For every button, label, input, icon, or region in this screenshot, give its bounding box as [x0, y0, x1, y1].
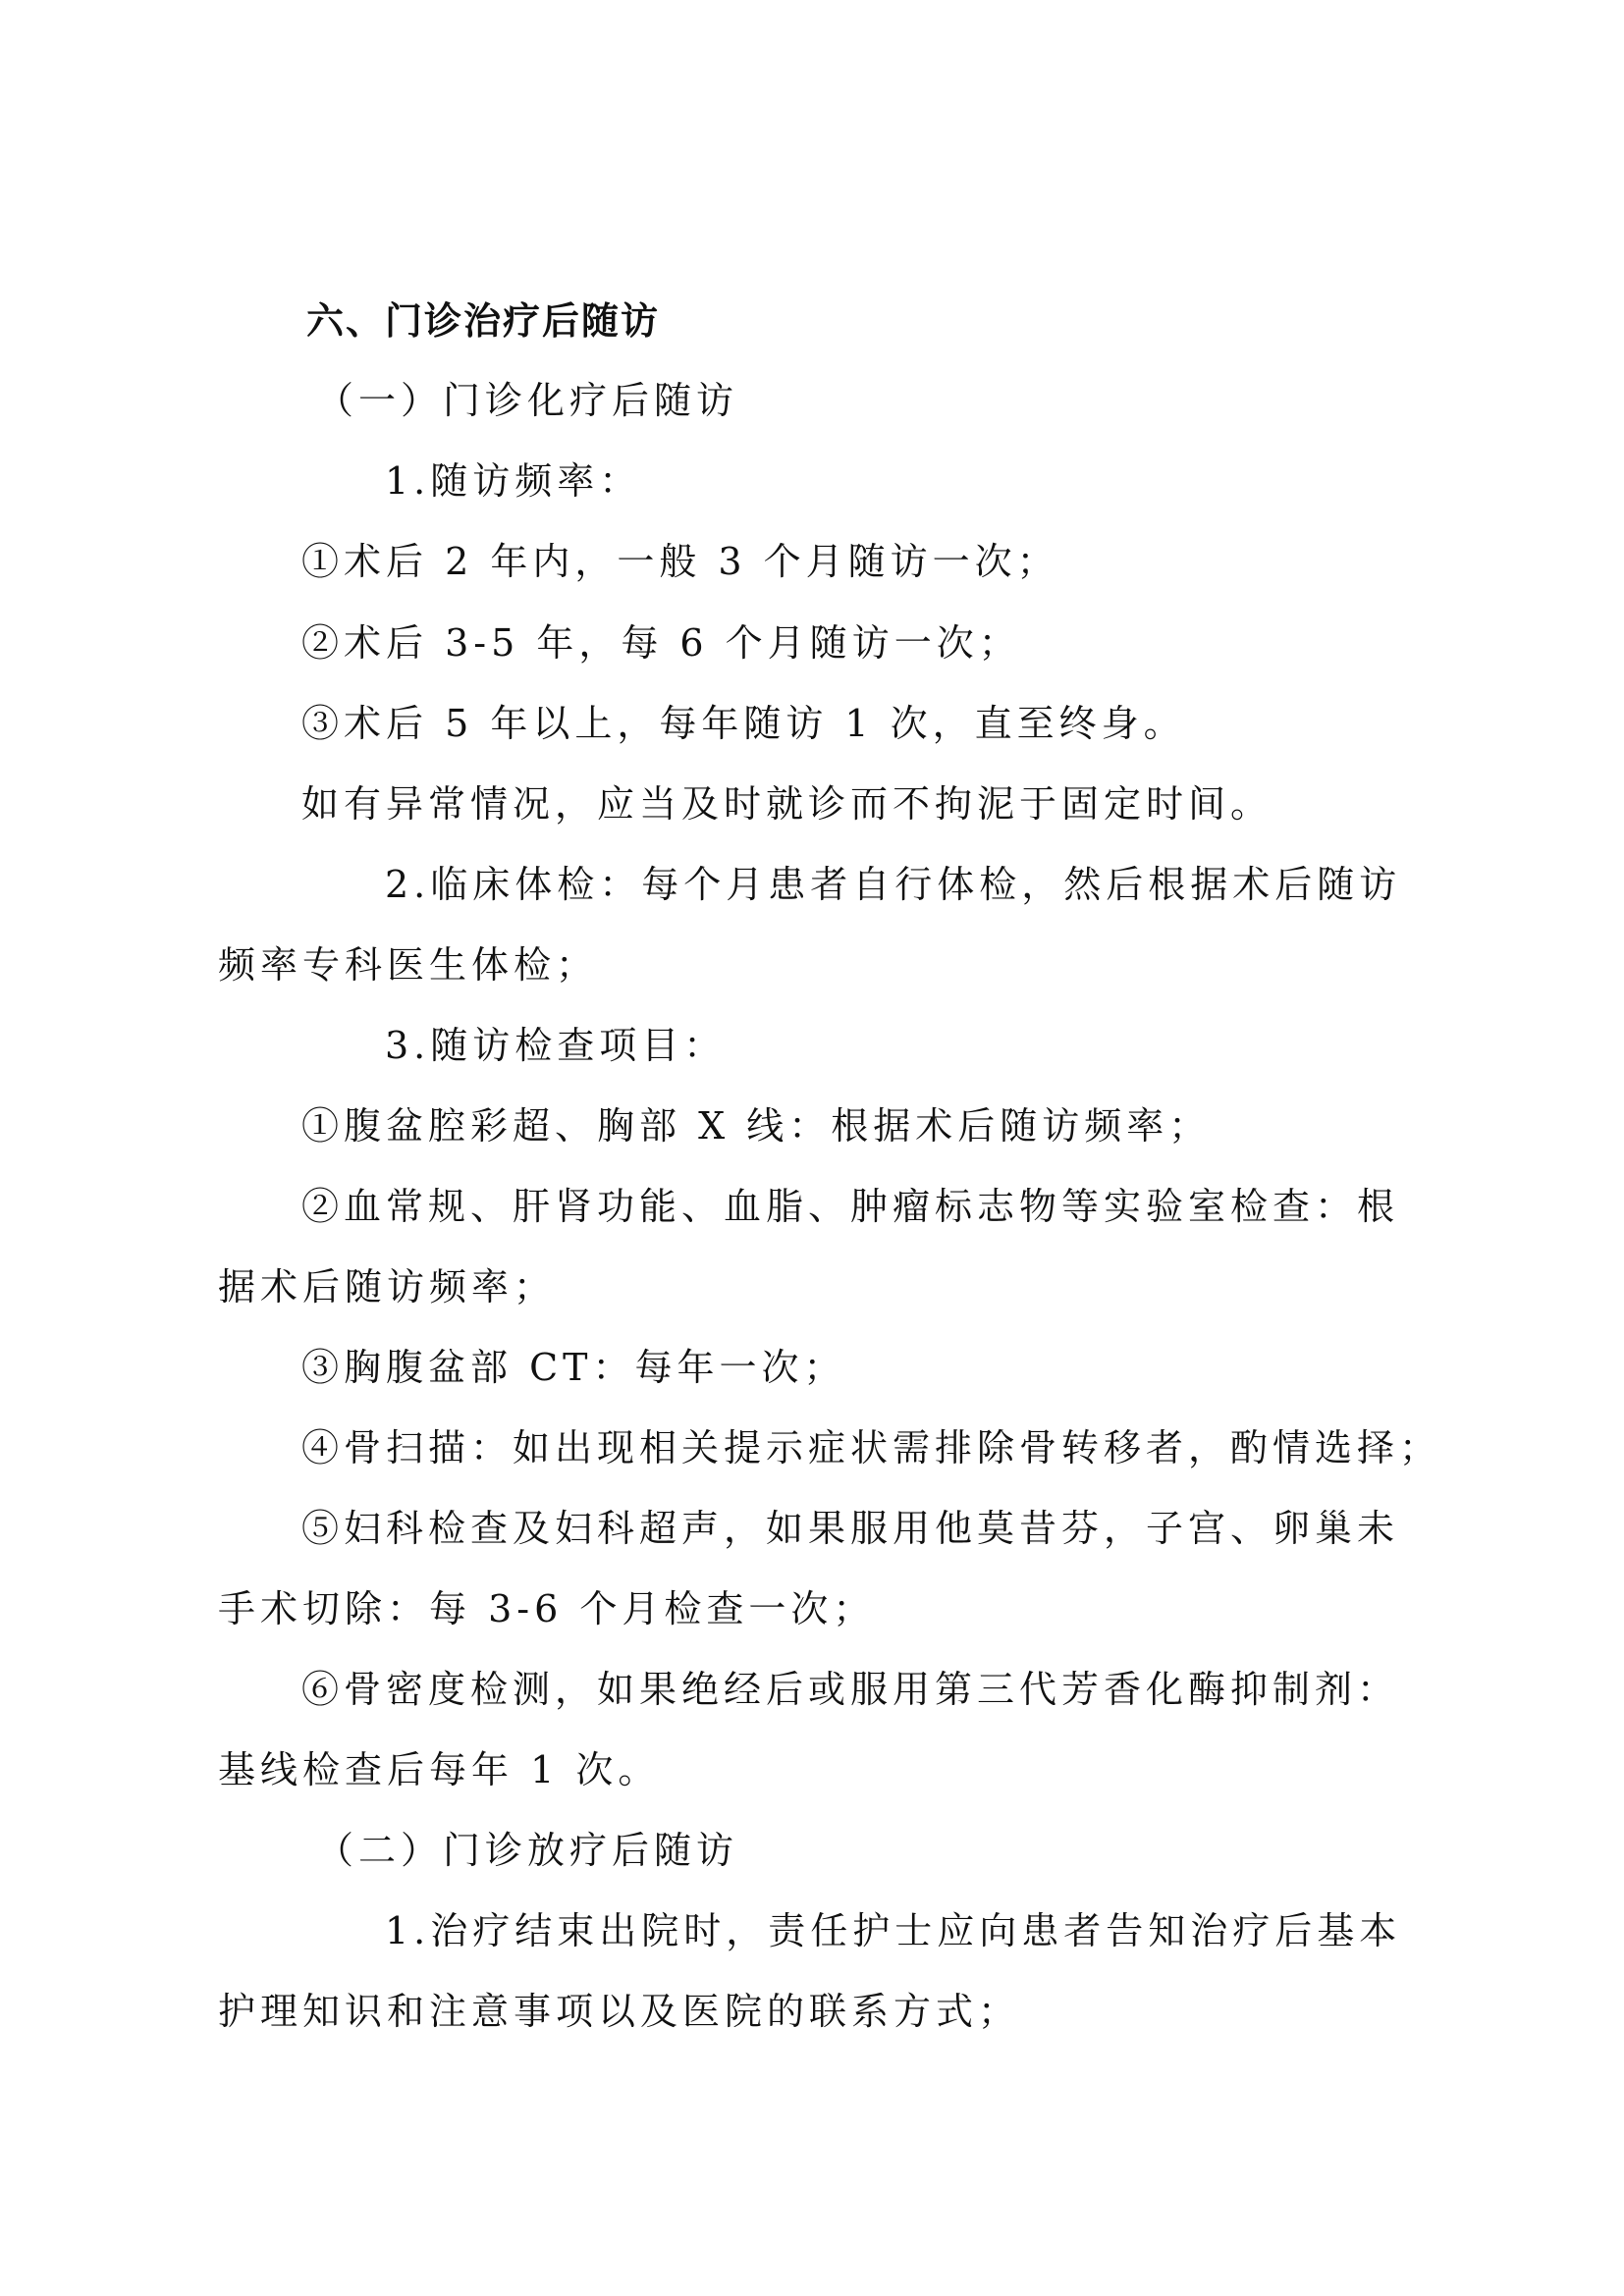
discharge-line-1: 1.治疗结束出院时，责任护士应向患者告知治疗后基本 [385, 1909, 1402, 1952]
check-item-5-line-1: ⑤妇科检查及妇科超声，如果服用他莫昔芬，子宫、卵巢未 [301, 1507, 1400, 1550]
freq-title: 1.随访频率： [385, 459, 642, 503]
exam-line-1: 2.临床体检：每个月患者自行体检，然后根据术后随访 [385, 863, 1402, 906]
check-item-1: ①腹盆腔彩超、胸部 X 线：根据术后随访频率； [301, 1104, 1212, 1148]
check-item-6-line-1: ⑥骨密度检测，如果绝经后或服用第三代芳香化酶抑制剂： [301, 1668, 1400, 1711]
section-heading: 六、门诊治疗后随访 [306, 299, 661, 343]
check-item-6-line-2: 基线检查后每年 1 次。 [218, 1748, 661, 1791]
subsection-heading-1: （一）门诊化疗后随访 [316, 379, 739, 422]
check-item-2-line-2: 据术后随访频率； [218, 1265, 557, 1308]
freq-note: 如有异常情况，应当及时就诊而不拘泥于固定时间。 [301, 782, 1273, 826]
subsection-heading-2: （二）门诊放疗后随访 [316, 1829, 739, 1872]
check-item-5-line-2: 手术切除：每 3-6 个月检查一次； [218, 1587, 876, 1630]
exam-line-2: 频率专科医生体检； [218, 943, 599, 987]
check-item-3: ③胸腹盆部 CT：每年一次； [301, 1346, 846, 1389]
freq-item-1: ①术后 2 年内，一般 3 个月随访一次； [301, 540, 1059, 583]
check-item-4: ④骨扫描：如出现相关提示症状需排除骨转移者，酌情选择； [301, 1426, 1442, 1469]
discharge-line-2: 护理知识和注意事项以及医院的联系方式； [218, 1990, 1021, 2033]
checks-title: 3.随访检查项目： [385, 1024, 727, 1067]
freq-item-3: ③术后 5 年以上，每年随访 1 次，直至终身。 [301, 702, 1186, 745]
freq-item-2: ②术后 3-5 年，每 6 个月随访一次； [301, 621, 1021, 665]
check-item-2-line-1: ②血常规、肝肾功能、血脂、肿瘤标志物等实验室检查：根 [301, 1185, 1400, 1228]
